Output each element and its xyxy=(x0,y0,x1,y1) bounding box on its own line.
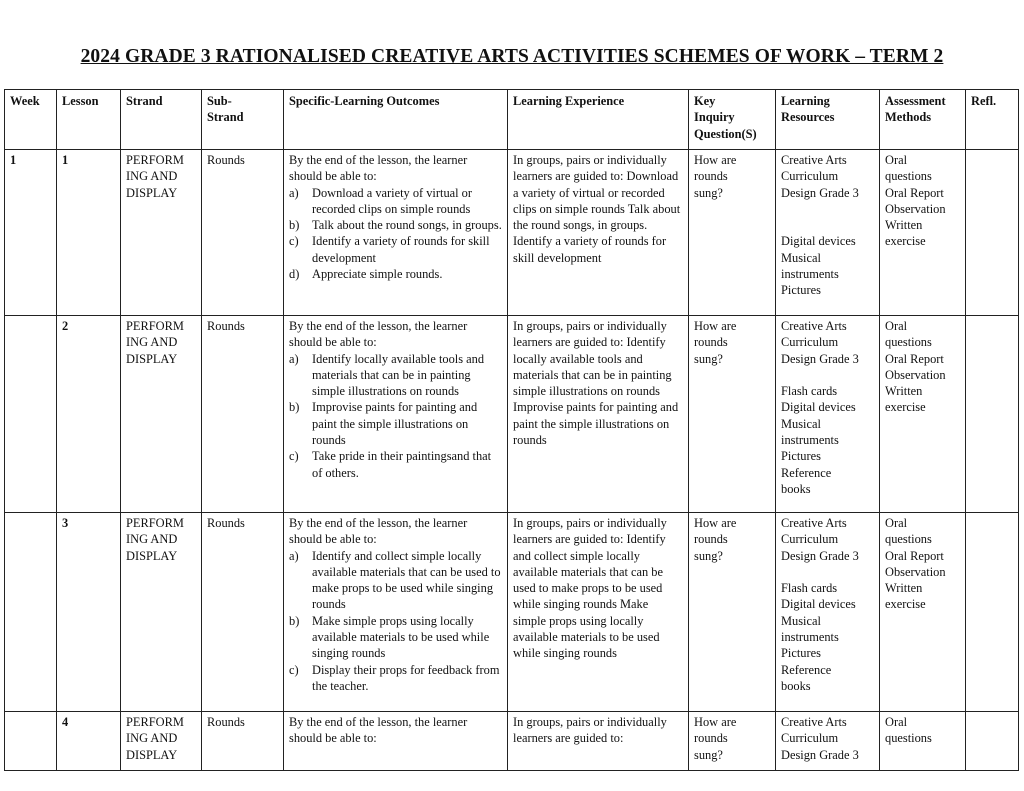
outcome-intro: By the end of the lesson, the learner should be able to: xyxy=(289,153,468,184)
week-cell xyxy=(5,316,57,513)
outcome-intro: By the end of the lesson, the learner should be able to: xyxy=(289,516,468,547)
header-outcomes: Specific-Learning Outcomes xyxy=(284,90,508,150)
resources-cell: Creative Arts Curriculum Design Grade 3 Digital devices Musical instruments Pictures xyxy=(776,150,880,316)
reflection-cell xyxy=(966,150,1019,316)
outcome-intro: By the end of the lesson, the learner should be able to: xyxy=(289,319,468,350)
outcome-list xyxy=(289,351,503,481)
outcome-item: b) Make simple props using locally available materials to be used while singing rounds xyxy=(289,613,490,661)
substrand-cell: Rounds xyxy=(202,150,284,316)
experience-cell: In groups, pairs or individually learners are guided to: Download a variety of virtual or recorded clips on simple rounds Talk about the round songs, in groups. Identify a variety of rounds for skill development xyxy=(508,150,689,316)
experience-cell: In groups, pairs or individually learners are guided to: Identify locally available tools and materials that can be in painting simple illustrations on rounds Improvise paints for painting and paint the simple illustrations on rounds xyxy=(508,316,689,513)
header-week: Week xyxy=(5,90,57,150)
strand-cell: PERFORM ING AND DISPLAY xyxy=(121,150,202,316)
substrand-cell: Rounds xyxy=(202,316,284,513)
header-reflection: Refl. xyxy=(966,90,1019,150)
outcome-list xyxy=(289,548,503,695)
week-cell xyxy=(5,513,57,712)
lesson-row xyxy=(5,316,1019,513)
outcome-item: a) Download a variety of virtual or recorded clips on simple rounds xyxy=(289,185,472,216)
outcome-list xyxy=(289,185,503,283)
header-lesson: Lesson xyxy=(57,90,121,150)
assessment-cell: Oral questions xyxy=(880,712,966,771)
outcomes-cell xyxy=(284,150,508,316)
outcome-item: a) Identify locally available tools and materials that can be in painting simple illustrations on rounds xyxy=(289,351,485,399)
outcome-item: a) Identify and collect simple locally available materials that can be used to make props to be used while singing rounds xyxy=(289,548,501,612)
outcomes-cell xyxy=(284,712,508,771)
header-assessment: Assessment Methods xyxy=(880,90,966,150)
document-title: 2024 GRADE 3 RATIONALISED CREATIVE ARTS ACTIVITIES SCHEMES OF WORK – TERM 2 xyxy=(80,46,944,67)
lesson-row xyxy=(5,150,1019,316)
key-inquiry-cell: How are rounds sung? xyxy=(689,712,776,771)
week-cell xyxy=(5,712,57,771)
outcome-item: d) Appreciate simple rounds. xyxy=(289,267,443,282)
resources-cell: Creative Arts Curriculum Design Grade 3 xyxy=(776,712,880,771)
resources-cell: Creative Arts Curriculum Design Grade 3 Flash cards Digital devices Musical instruments Pictures Reference books xyxy=(776,316,880,513)
outcome-item: c) Identify a variety of rounds for skill development xyxy=(289,234,490,265)
substrand-cell: Rounds xyxy=(202,712,284,771)
outcome-item: b) Talk about the round songs, in groups. xyxy=(289,218,502,233)
header-experience: Learning Experience xyxy=(508,90,689,150)
reflection-cell xyxy=(966,513,1019,712)
outcome-item: c) Take pride in their paintingsand that of others. xyxy=(289,449,492,480)
lesson-cell: 1 xyxy=(57,150,121,316)
lesson-row xyxy=(5,513,1019,712)
week-cell: 1 xyxy=(5,150,57,316)
strand-cell: PERFORM ING AND DISPLAY xyxy=(121,712,202,771)
experience-cell: In groups, pairs or individually learners are guided to: xyxy=(508,712,689,771)
resources-cell: Creative Arts Curriculum Design Grade 3 Flash cards Digital devices Musical instruments Pictures Reference books xyxy=(776,513,880,712)
outcome-item: c) Display their props for feedback from the teacher. xyxy=(289,662,500,693)
assessment-cell: Oral questions Oral Report Observation Written exercise xyxy=(880,316,966,513)
key-inquiry-cell: How are rounds sung? xyxy=(689,316,776,513)
header-resources: Learning Resources xyxy=(776,90,880,150)
strand-cell: PERFORM ING AND DISPLAY xyxy=(121,513,202,712)
outcomes-cell xyxy=(284,316,508,513)
key-inquiry-cell: How are rounds sung? xyxy=(689,150,776,316)
schemes-of-work-table xyxy=(4,89,1019,771)
assessment-cell: Oral questions Oral Report Observation Written exercise xyxy=(880,513,966,712)
header-substrand: Sub- Strand xyxy=(202,90,284,150)
header-key-inquiry: Key Inquiry Question(S) xyxy=(689,90,776,150)
header-row xyxy=(5,90,1019,150)
experience-cell: In groups, pairs or individually learners are guided to: Identify and collect simple locally available materials that can be used to make props to be used while singing rounds Make simple props using locally available materials to be used while singing rounds xyxy=(508,513,689,712)
reflection-cell xyxy=(966,316,1019,513)
lesson-row xyxy=(5,712,1019,771)
reflection-cell xyxy=(966,712,1019,771)
lesson-cell: 4 xyxy=(57,712,121,771)
header-strand: Strand xyxy=(121,90,202,150)
assessment-cell: Oral questions Oral Report Observation Written exercise xyxy=(880,150,966,316)
strand-cell: PERFORM ING AND DISPLAY xyxy=(121,316,202,513)
lesson-cell: 2 xyxy=(57,316,121,513)
substrand-cell: Rounds xyxy=(202,513,284,712)
outcome-item: b) Improvise paints for painting and paint the simple illustrations on rounds xyxy=(289,400,478,448)
lesson-cell: 3 xyxy=(57,513,121,712)
outcomes-cell xyxy=(284,513,508,712)
outcome-intro: By the end of the lesson, the learner should be able to: xyxy=(289,715,468,746)
key-inquiry-cell: How are rounds sung? xyxy=(689,513,776,712)
